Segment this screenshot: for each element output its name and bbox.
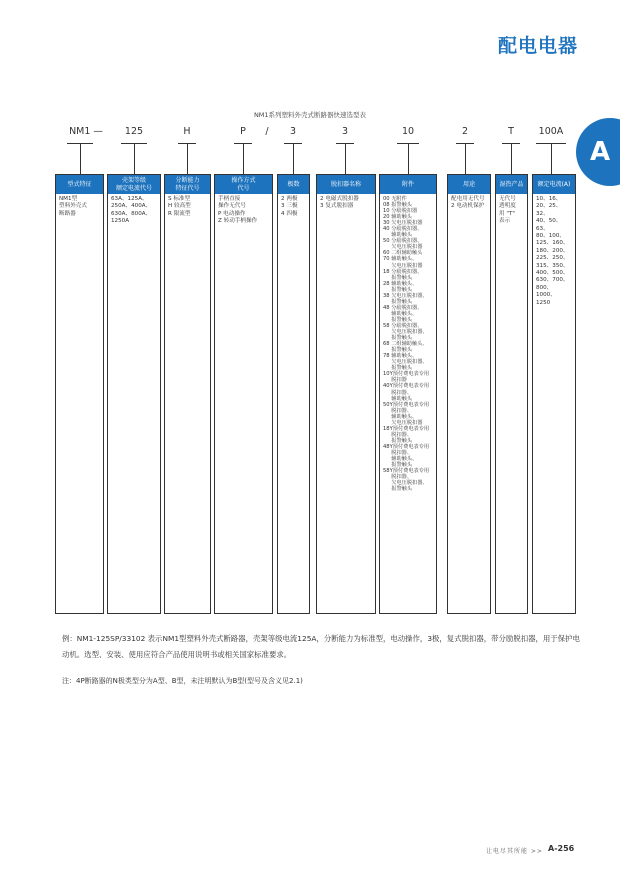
- column-poles: [277, 174, 310, 614]
- column-body: 10、16、 20、25、32、 40、50、63、 80、100、 125、160、 180、200、 225、250、 315、350、 400、500、 630、700、 800、1000、 1250: [536, 196, 569, 306]
- code-part-accessory: 10: [401, 126, 415, 137]
- column-rated-current: [532, 174, 576, 614]
- column-body: 00 无附件 08 报警触头 10 分励脱扣器 20 辅助触头 30 欠电压脱扣器 40 分励脱扣器、 辅助触头 50 分励脱扣器、 欠电压脱扣器 60 二组辅助触头 70 辅助触头、 欠电压脱扣器 18 分励脱扣器、 报警触头 28 辅助触头、 报警触头 38 欠电压脱扣器、 报警触头 48 分励脱扣器、 辅助触头、 报警触头 58 分励脱扣器、 欠电压脱扣器、 报警触头 68 二组辅助触头、 报警触头 78 辅助触头、 欠电压脱扣器、 报警触头 10Y预付费电表专用 脱扣器 40Y预付费电表专用 脱扣器、 辅助触头 50Y预付费电表专用 脱扣器、 辅助触头、 欠电压脱扣器 18Y预付费电表专用 脱扣器、 报警触头 48Y预付费电表专用 脱扣器、 辅助触头、 报警触头 58Y预付费电表专用 脱扣器、 欠电压脱扣器、 报警触头: [383, 196, 430, 493]
- column-header: 分断能力 特征代号: [165, 175, 210, 194]
- column-usage: [447, 174, 491, 614]
- column-accessory: [379, 174, 437, 614]
- column-release: [316, 174, 376, 614]
- column-body: 配电用无代号 2 电动机保护: [451, 196, 485, 210]
- code-part-usage: 2: [461, 126, 469, 137]
- column-header: 湿热产品: [496, 175, 527, 194]
- code-part-current: 100A: [538, 126, 564, 137]
- column-header: 额定电流(A): [533, 175, 575, 194]
- code-part-model: NM1 —: [69, 126, 103, 137]
- column-body: NM1型 塑料外壳式 断路器: [59, 196, 87, 217]
- column-header: 壳架等级 额定电流代号: [108, 175, 160, 194]
- connector-line: [345, 143, 346, 174]
- footer-slogan: 让电尽其所能 >>: [486, 848, 543, 855]
- column-frame-current: [107, 174, 161, 614]
- connector-line: [511, 143, 512, 174]
- connector-line: [551, 143, 552, 174]
- connector-line: [408, 143, 409, 174]
- column-header: 极数: [278, 175, 309, 194]
- table-caption: NM1系列塑料外壳式断路器快速选型表: [253, 111, 367, 119]
- column-header: 用途: [448, 175, 490, 194]
- connector-line: [187, 143, 188, 174]
- column-humid: [495, 174, 528, 614]
- connector-line: [80, 143, 81, 174]
- connector-line: [465, 143, 466, 174]
- column-operation: [214, 174, 273, 614]
- section-tab-letter: A: [590, 137, 611, 167]
- code-part-humid: T: [508, 126, 514, 137]
- page-number: A-256: [548, 844, 575, 853]
- column-body: 2 电磁式脱扣器 3 复式脱扣器: [320, 196, 359, 210]
- code-part-breaking: H: [183, 126, 191, 137]
- column-body: 63A、125A、 250A、400A、 630A、800A、 1250A: [111, 196, 152, 225]
- column-breaking-capacity: [164, 174, 211, 614]
- example-note: 例：NM1-125SP/33102 表示NM1型塑料外壳式断路器，壳架等级电流125A，分断能力为标准型，电动操作，3极，复式脱扣器，带分励脱扣器，用于保护电动机。选型、安装、使用应符合产品使用说明书或相关国家标准要求。: [62, 634, 580, 659]
- column-header: 操作方式 代号: [215, 175, 272, 194]
- column-body: 手柄直接 操作无代号 P 电动操作 Z 转动手柄操作: [218, 196, 258, 225]
- connector-line: [293, 143, 294, 174]
- connector-line: [243, 143, 244, 174]
- code-part-release: 3: [341, 126, 349, 137]
- column-header: 脱扣器名称: [317, 175, 375, 194]
- code-part-operation: P: [240, 126, 246, 137]
- code-part-poles: 3: [289, 126, 297, 137]
- column-body: S 标准型 H 较高型 R 限流型: [168, 196, 191, 217]
- column-body: 无代号 透明度 用 "T" 表示: [499, 196, 516, 225]
- connector-line: [134, 143, 135, 174]
- column-header: 附件: [380, 175, 436, 194]
- column-header: 型式特征: [56, 175, 103, 194]
- column-body: 2 两极 3 三极 4 四极: [281, 196, 298, 217]
- column-type: [55, 174, 104, 614]
- code-part-slash: /: [265, 126, 269, 137]
- footnote: 注：4P断路器的N极类型分为A型、B型，未注明默认为B型(型号及含义见2.1): [62, 677, 303, 685]
- brand-title: 配电电器: [497, 35, 578, 57]
- code-part-frame: 125: [124, 126, 144, 137]
